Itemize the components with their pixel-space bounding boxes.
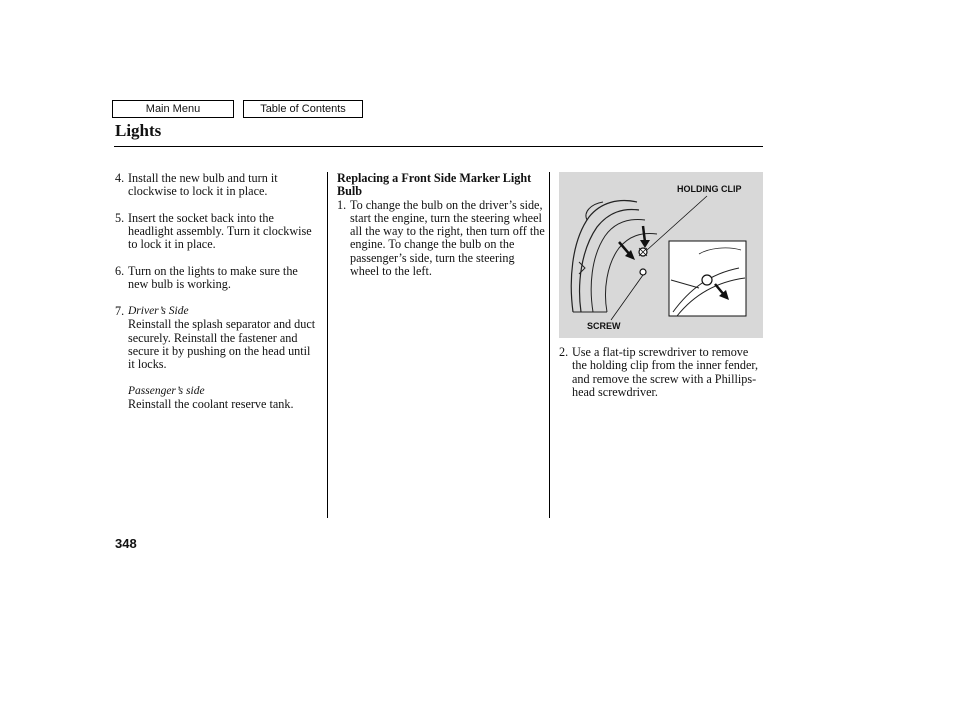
step-5 (115, 212, 320, 252)
step-text: Install the new bulb and turn it clockwise to lock it in place. (128, 171, 278, 199)
step-number: 5. (115, 210, 125, 225)
step-text: Turn on the lights to make sure the new bulb is working. (128, 264, 298, 292)
step-number: 2. (559, 345, 569, 359)
column-divider-2 (549, 172, 550, 518)
left-column (115, 172, 320, 425)
step-number: 6. (115, 264, 125, 279)
title-divider (114, 146, 763, 147)
page-number: 348 (115, 536, 137, 551)
middle-column (337, 172, 545, 292)
column-divider-1 (327, 172, 328, 518)
step-2 (559, 346, 763, 399)
fender-drawing (559, 172, 763, 338)
passenger-side-note (115, 385, 320, 412)
step-number: 7. (115, 303, 125, 318)
passenger-side-subheading: Passenger’s side (128, 384, 205, 397)
step-6 (115, 265, 320, 292)
page-title: Lights (115, 121, 162, 140)
right-column (559, 346, 763, 412)
step-number: 4. (115, 171, 125, 185)
passenger-side-text: Reinstall the coolant reserve tank. (128, 397, 294, 412)
side-marker-illustration (559, 172, 763, 338)
step-number: 1. (337, 197, 347, 212)
section-heading: Replacing a Front Side Marker Light Bulb (337, 171, 532, 199)
main-menu-button[interactable]: Main Menu (112, 100, 234, 118)
step-text: Reinstall the splash separator and duct securely. Reinstall the fastener and secure it by pushing on the head until it locks. (128, 317, 316, 372)
step-1 (337, 199, 545, 279)
step-7 (115, 305, 320, 371)
holding-clip-label: HOLDING CLIP (677, 184, 742, 194)
driver-side-subheading: Driver’s Side (128, 304, 189, 317)
step-text: Insert the socket back into the headlight assembly. Turn it clockwise to lock it in place. (128, 210, 312, 252)
table-of-contents-button[interactable]: Table of Contents (243, 100, 363, 118)
step-text: To change the bulb on the driver’s side, start the engine, turn the steering wheel all the way to the right, then turn off the engine. To change the bulb on the passenger’s side, turn the steering wheel to the left. (350, 197, 545, 279)
step-4 (115, 172, 320, 199)
step-text: Use a flat-tip screwdriver to remove the holding clip from the inner fender, and remove the screw with a Phillips-head screwdriver. (572, 345, 758, 399)
screw-label: SCREW (587, 321, 621, 331)
